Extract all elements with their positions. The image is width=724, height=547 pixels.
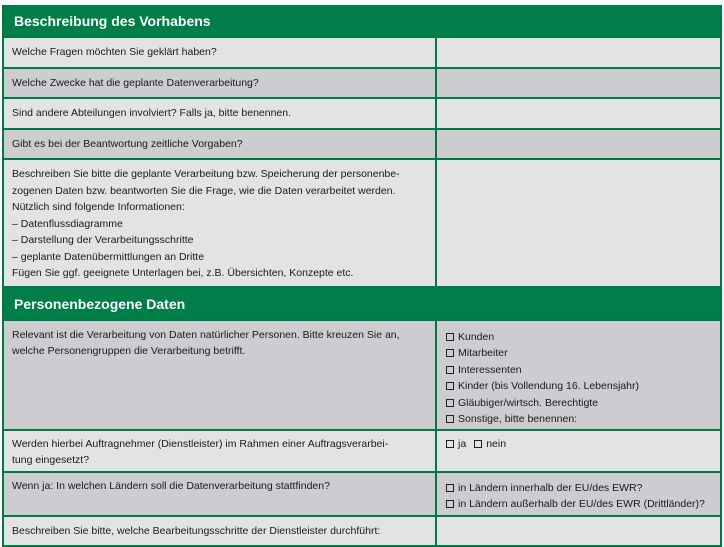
form-row bbox=[3, 98, 721, 129]
checkbox-interessenten[interactable] bbox=[446, 362, 712, 379]
checkbox-label: Gläubiger/wirtsch. Berechtigte bbox=[458, 396, 599, 409]
checkbox-label: in Ländern innerhalb der EU/des EWR? bbox=[458, 481, 643, 494]
checkbox-kinder[interactable] bbox=[446, 378, 712, 395]
answer-field-zwecke[interactable] bbox=[436, 68, 721, 99]
question-label: Beschreiben Sie bitte, welche Bearbeitungsschritte der Dienstleister durchführt: bbox=[3, 516, 436, 547]
checkbox-icon[interactable] bbox=[446, 440, 454, 448]
question-label: Wenn ja: In welchen Ländern soll die Datenverarbeitung stattfinden? bbox=[3, 472, 436, 516]
text-line: – geplante Datenübermittlungen an Dritte bbox=[12, 250, 205, 263]
answer-field-description[interactable] bbox=[436, 159, 721, 287]
question-label bbox=[3, 430, 436, 472]
text-line: Fügen Sie ggf. geeignete Unterlagen bei, z.B. Übersichten, Konzepte etc. bbox=[12, 267, 354, 279]
checkbox-nein[interactable] bbox=[474, 436, 506, 453]
checkbox-drittlaender[interactable] bbox=[446, 496, 712, 513]
contractor-options bbox=[436, 430, 721, 472]
form-row-description bbox=[3, 159, 721, 287]
form-row bbox=[3, 37, 721, 68]
text-line: Werden hierbei Auftragnehmer (Dienstleister) im Rahmen einer Auftragsverarbei- bbox=[12, 437, 389, 450]
checkbox-icon[interactable] bbox=[446, 484, 454, 492]
checkbox-glaeubiger[interactable] bbox=[446, 395, 712, 412]
text-line: zogenen Daten bzw. beantworten Sie die Frage, wie die Daten verarbeitet werden. bbox=[12, 184, 396, 197]
form-row-steps bbox=[3, 516, 721, 547]
answer-field-abteilungen[interactable] bbox=[436, 98, 721, 129]
checkbox-icon[interactable] bbox=[446, 333, 454, 341]
section-header-personenbezogene-daten bbox=[3, 287, 721, 320]
checkbox-label: in Ländern außerhalb der EU/des EWR (Drittländer)? bbox=[458, 498, 705, 510]
checkbox-icon[interactable] bbox=[446, 415, 454, 423]
checkbox-label: Interessenten bbox=[458, 363, 522, 376]
checkbox-label: ja bbox=[458, 437, 467, 450]
yes-no-group bbox=[446, 436, 712, 453]
checkbox-icon[interactable] bbox=[446, 399, 454, 407]
form-row bbox=[3, 68, 721, 99]
question-label: Sind andere Abteilungen involviert? Falls ja, bitte benennen. bbox=[3, 98, 436, 129]
question-label: Welche Zwecke hat die geplante Datenverarbeitung? bbox=[3, 68, 436, 99]
checkbox-label: Kunden bbox=[458, 330, 495, 343]
data-protection-form-table bbox=[2, 5, 722, 547]
answer-field-steps[interactable] bbox=[436, 516, 721, 547]
checkbox-icon[interactable] bbox=[446, 366, 454, 374]
checkbox-icon[interactable] bbox=[446, 349, 454, 357]
checkbox-label: Kinder (bis Vollendung 16. Lebensjahr) bbox=[458, 380, 639, 392]
checkbox-sonstige[interactable] bbox=[446, 411, 712, 428]
answer-field-vorgaben[interactable] bbox=[436, 129, 721, 160]
text-line: Nützlich sind folgende Informationen: bbox=[12, 201, 185, 213]
question-label: Welche Fragen möchten Sie geklärt haben? bbox=[3, 37, 436, 68]
text-line: – Darstellung der Verarbeitungsschritte bbox=[12, 234, 194, 246]
checkbox-label: Mitarbeiter bbox=[458, 347, 508, 359]
section-title: Personenbezogene Daten bbox=[3, 287, 721, 320]
section-header-vorhaben bbox=[3, 5, 721, 37]
form-row bbox=[3, 129, 721, 160]
country-options bbox=[436, 472, 721, 516]
checkbox-icon[interactable] bbox=[446, 382, 454, 390]
checkbox-label: Sonstige, bitte benennen: bbox=[458, 413, 578, 425]
text-line: tung eingesetzt? bbox=[12, 454, 90, 466]
text-line: welche Personengruppen die Verarbeitung betrifft. bbox=[12, 345, 246, 357]
section-title: Beschreibung des Vorhabens bbox=[3, 5, 721, 37]
question-label: Gibt es bei der Beantwortung zeitliche Vorgaben? bbox=[3, 129, 436, 160]
checkbox-mitarbeiter[interactable] bbox=[446, 345, 712, 362]
text-line: Beschreiben Sie bitte die geplante Verarbeitung bzw. Speicherung der personenbe- bbox=[12, 168, 400, 180]
person-group-options bbox=[436, 320, 721, 430]
question-label bbox=[3, 320, 436, 430]
checkbox-eu-ewr[interactable] bbox=[446, 480, 712, 497]
text-line: – Datenflussdiagramme bbox=[12, 217, 123, 230]
description-text bbox=[3, 159, 436, 287]
answer-field-fragen[interactable] bbox=[436, 37, 721, 68]
checkbox-icon[interactable] bbox=[474, 440, 482, 448]
form-row-contractor bbox=[3, 430, 721, 472]
checkbox-label: nein bbox=[486, 437, 507, 450]
form-row-countries bbox=[3, 472, 721, 516]
text-line: Relevant ist die Verarbeitung von Daten natürlicher Personen. Bitte kreuzen Sie an, bbox=[12, 328, 400, 341]
checkbox-ja[interactable] bbox=[446, 436, 466, 453]
form-row-persons bbox=[3, 320, 721, 430]
checkbox-icon[interactable] bbox=[446, 500, 454, 508]
checkbox-kunden[interactable] bbox=[446, 329, 712, 346]
